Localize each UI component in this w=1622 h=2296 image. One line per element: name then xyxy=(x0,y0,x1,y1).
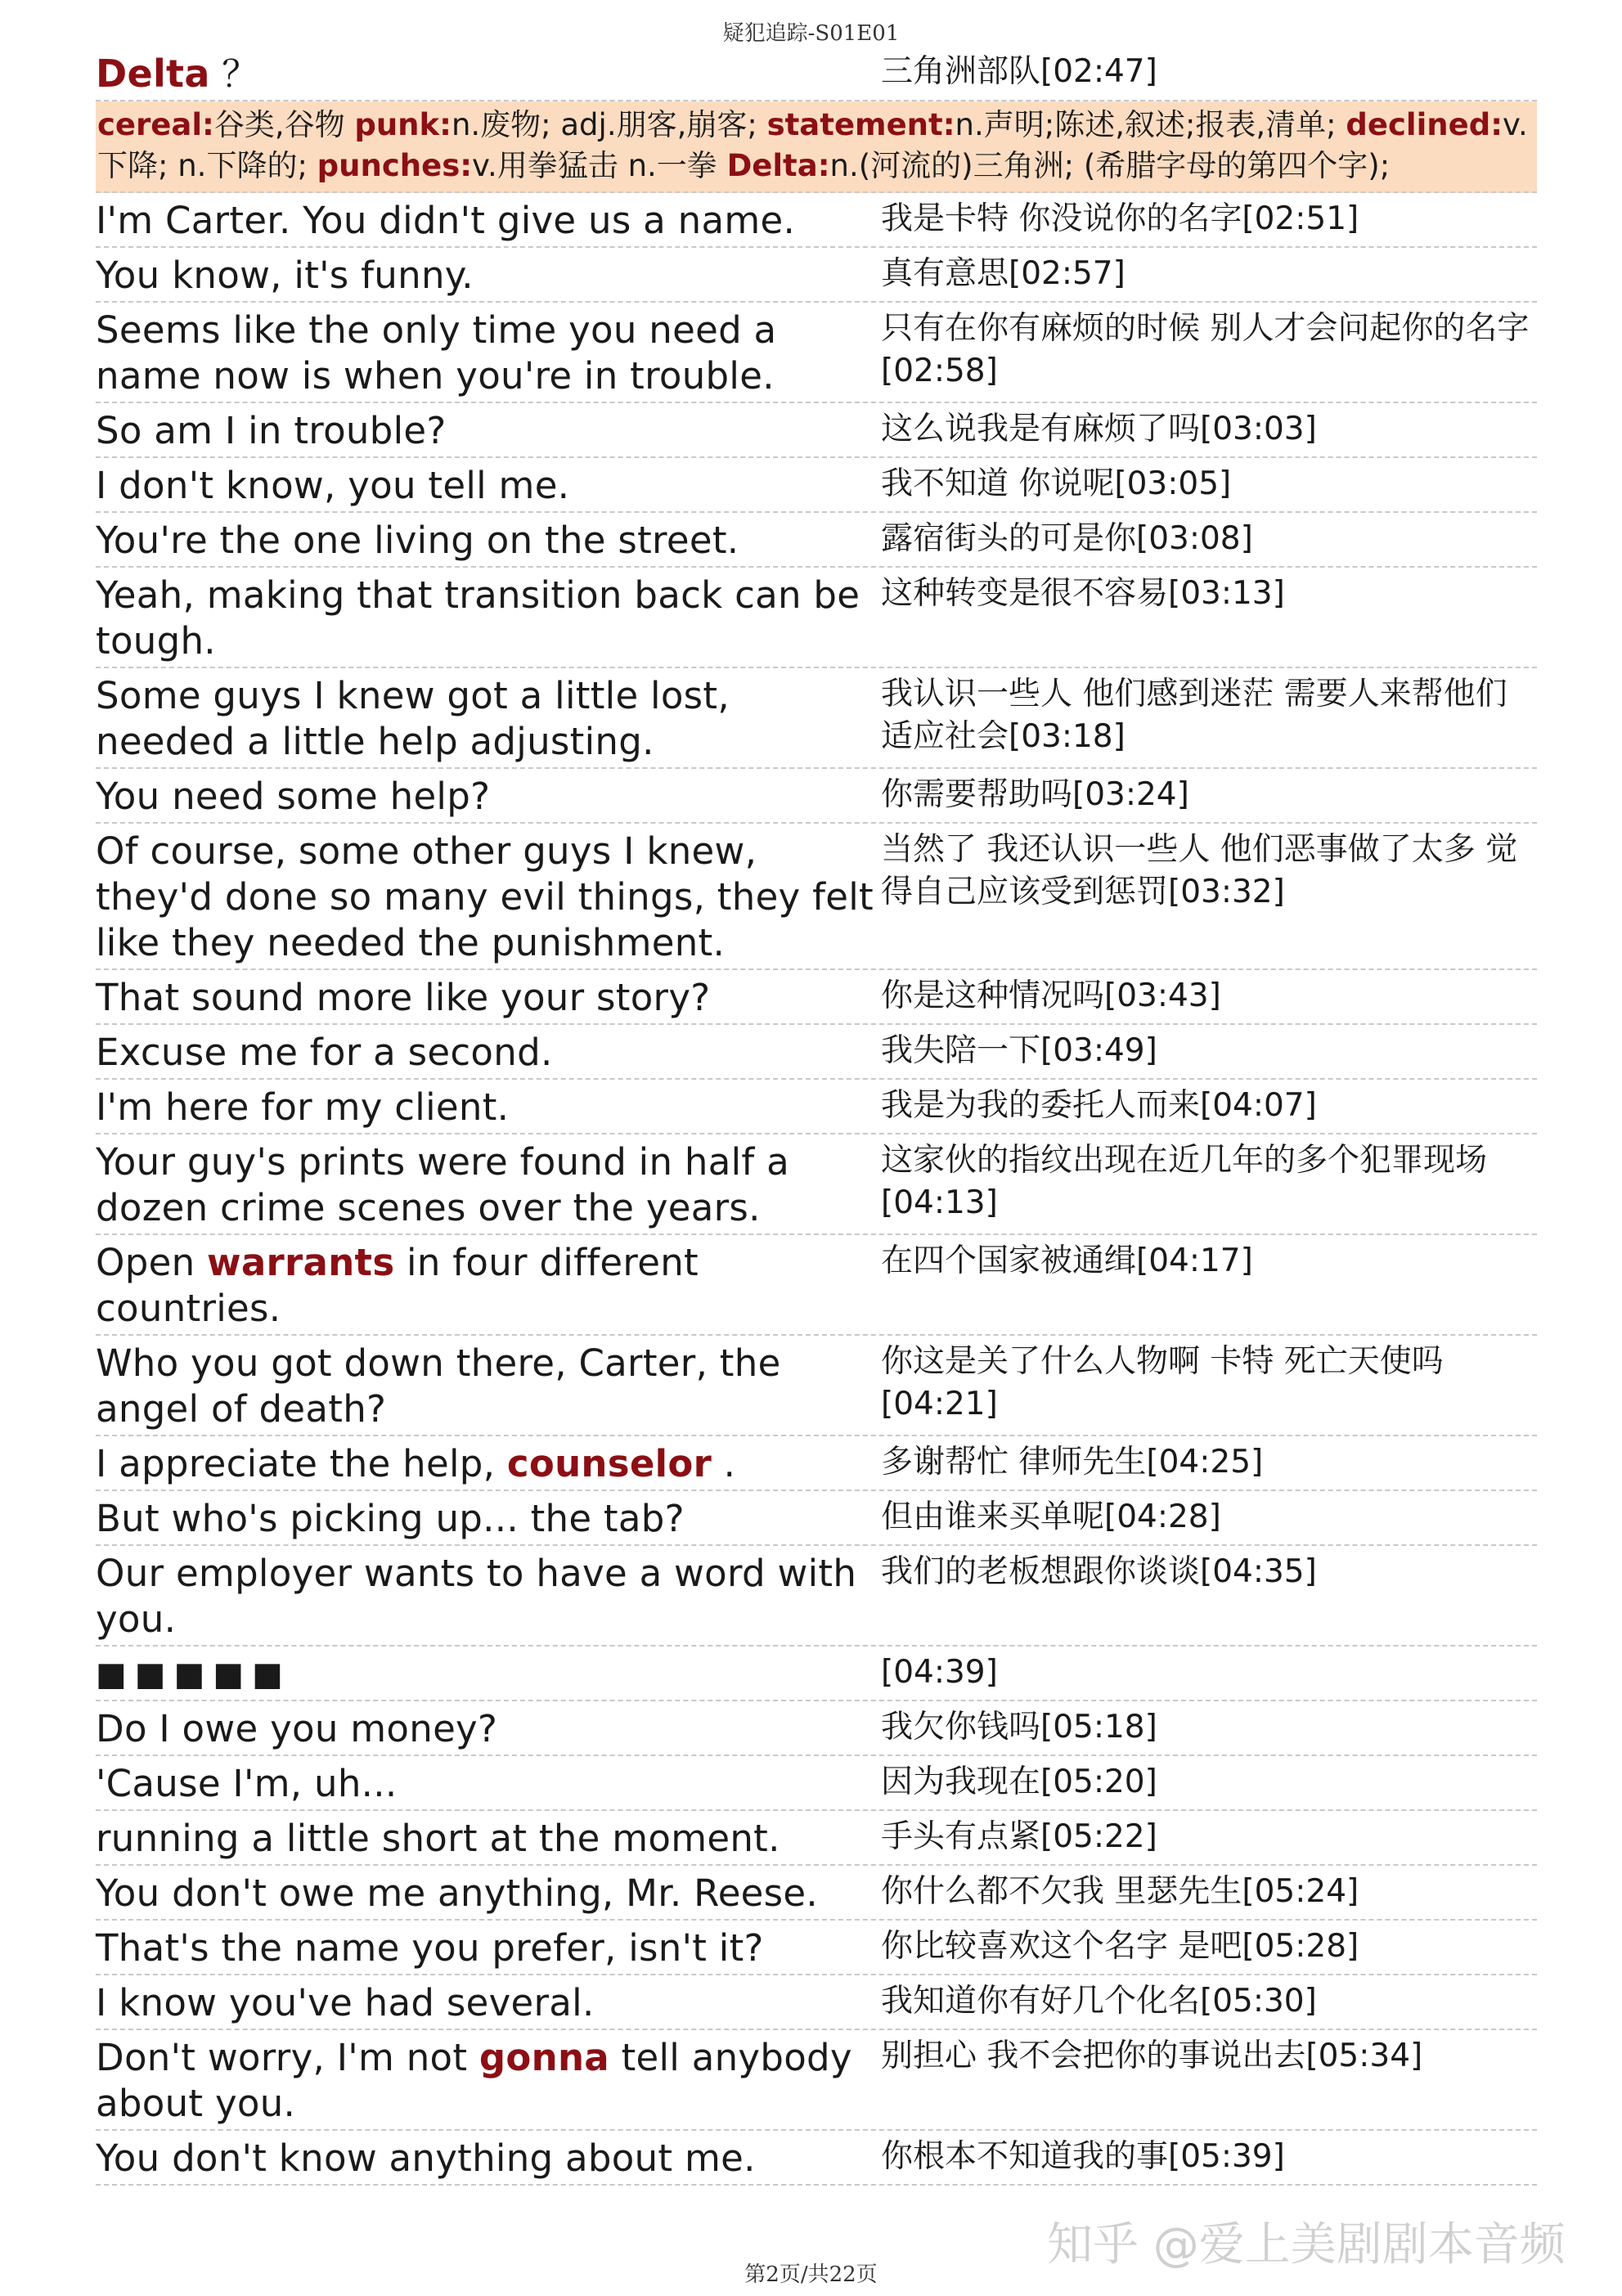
english-text: Don't worry, I'm not xyxy=(96,2036,479,2079)
chinese-line: 你需要帮助吗[03:24] xyxy=(881,776,1189,813)
table-row xyxy=(96,1546,1537,1647)
vocab-word: punk: xyxy=(354,107,452,142)
english-line: ■■■■■ xyxy=(96,1656,291,1693)
english-line: I'm here for my client. xyxy=(96,1085,510,1129)
vocab-word: Delta: xyxy=(726,148,830,183)
english-text: . xyxy=(712,1442,736,1485)
table-row xyxy=(96,513,1537,568)
english-line: You know, it's funny. xyxy=(96,254,474,297)
vocab-definition: n.声明;陈述,叙述;报表,清单; xyxy=(955,107,1346,142)
english-line: You don't know anything about me. xyxy=(96,2136,756,2180)
table-row xyxy=(96,1436,1537,1491)
chinese-line: 只有在你有麻烦的时候 别人才会问起你的名字[02:58] xyxy=(881,310,1530,389)
chinese-line: 我是为我的委托人而来[04:07] xyxy=(881,1087,1317,1124)
watermark: 知乎 @爱上美剧剧本音频 xyxy=(1047,2218,1566,2271)
table-row xyxy=(96,1080,1537,1135)
table-row xyxy=(96,668,1537,769)
chinese-line: 我认识一些人 他们感到迷茫 需要人来帮他们适应社会[03:18] xyxy=(881,676,1507,755)
table-row xyxy=(96,2131,1537,2186)
chinese-line: 多谢帮忙 律师先生[04:25] xyxy=(881,1444,1264,1480)
english-text: Open xyxy=(96,1241,207,1284)
vocab-word: cereal: xyxy=(97,107,214,142)
english-line: Yeah, making that transition back can be tough. xyxy=(96,573,860,663)
chinese-line: 这么说我是有麻烦了吗[03:03] xyxy=(881,411,1317,447)
english-line: Some guys I knew got a little lost, needed a little help adjusting. xyxy=(96,674,730,763)
chinese-line: 但由谁来买单呢[04:28] xyxy=(881,1498,1221,1535)
vocab-definition: 谷类,谷物 xyxy=(213,107,355,142)
english-line: I don't know, you tell me. xyxy=(96,464,570,507)
vocab-definition: n.废物; adj.朋客,崩客; xyxy=(451,107,767,142)
vocab-word: declined: xyxy=(1346,107,1503,142)
english-line: That's the name you prefer, isn't it? xyxy=(96,1926,764,1970)
table-row xyxy=(96,1921,1537,1975)
english-line: You need some help? xyxy=(96,775,491,818)
chinese-line: 你是这种情况吗[03:43] xyxy=(881,977,1221,1014)
table-row xyxy=(96,970,1537,1025)
chinese-line: 你比较喜欢这个名字 是吧[05:28] xyxy=(881,1928,1359,1965)
english-line xyxy=(96,1235,881,1334)
chinese-line: 我知道你有好几个化名[05:30] xyxy=(881,1983,1317,2020)
english-text: in four different countries. xyxy=(96,1241,699,1330)
english-line: But who's picking up... the tab? xyxy=(96,1497,685,1540)
page-footer: 第2页/共22页 xyxy=(744,2262,878,2287)
english-line: That sound more like your story? xyxy=(96,976,711,1019)
table-row xyxy=(96,1756,1537,1811)
table-row xyxy=(96,303,1537,403)
table-row xyxy=(96,824,1537,970)
chinese-line: 我欠你钱吗[05:18] xyxy=(881,1709,1157,1746)
keyword: Delta xyxy=(96,52,210,96)
english-line: You're the one living on the street. xyxy=(96,519,739,562)
table-row xyxy=(96,1491,1537,1546)
chinese-line: [04:39] xyxy=(881,1654,998,1691)
table-row xyxy=(96,2030,1537,2131)
english-line: 'Cause I'm, uh... xyxy=(96,1762,398,1805)
english-line: Do I owe you money? xyxy=(96,1707,498,1750)
chinese-line: 我们的老板想跟你谈谈[04:35] xyxy=(881,1553,1317,1590)
chinese-line: 真有意思[02:57] xyxy=(881,255,1126,292)
page-header: 疑犯追踪-S01E01 xyxy=(722,21,900,46)
english-line xyxy=(96,1436,881,1489)
table-row xyxy=(96,193,1537,248)
vocab-definition: v.下降; n.下降的; xyxy=(97,107,1528,183)
english-line: running a little short at the moment. xyxy=(96,1817,780,1860)
chinese-line: 露宿街头的可是你[03:08] xyxy=(881,520,1253,557)
table-row xyxy=(96,46,1537,101)
keyword: gonna xyxy=(479,2036,609,2079)
vocab-definition: v.用拳猛击 n.一拳 xyxy=(472,148,727,183)
subtitle-lines xyxy=(96,193,1537,2186)
chinese-line: 你这是关了什么人物啊 卡特 死亡天使吗[04:21] xyxy=(881,1343,1444,1422)
english-line: Your guy's prints were found in half a dozen crime scenes over the years. xyxy=(96,1140,790,1229)
keyword: warrants xyxy=(207,1241,395,1284)
english-line: I know you've had several. xyxy=(96,1981,595,2024)
table-row xyxy=(96,1135,1537,1235)
table-row xyxy=(96,1975,1537,2030)
english-text: I appreciate the help, xyxy=(96,1442,507,1485)
table-row xyxy=(96,568,1537,668)
chinese-line: 你什么都不欠我 里瑟先生[05:24] xyxy=(881,1873,1359,1910)
table-row xyxy=(96,1811,1537,1866)
english-line: You don't owe me anything, Mr. Reese. xyxy=(96,1871,818,1915)
chinese-line: 你根本不知道我的事[05:39] xyxy=(881,2138,1285,2175)
vocab-word: statement: xyxy=(766,107,955,142)
vocab-definition: n.(河流的)三角洲; (希腊字母的第四个字); xyxy=(829,148,1391,183)
chinese-line: 因为我现在[05:20] xyxy=(881,1764,1157,1800)
table-row xyxy=(96,458,1537,513)
table-row xyxy=(96,1235,1537,1336)
english-line: Excuse me for a second. xyxy=(96,1031,553,1074)
english-line: Seems like the only time you need a name now is when you're in trouble. xyxy=(96,308,777,398)
chinese-line: 我失陪一下[03:49] xyxy=(881,1032,1157,1069)
table-row xyxy=(96,1647,1537,1701)
english-text: tell anybody about you. xyxy=(96,2036,852,2125)
chinese-line: 我不知道 你说呢[03:05] xyxy=(881,465,1232,502)
table-row xyxy=(96,248,1537,303)
table-row xyxy=(96,1025,1537,1080)
chinese-line: 别担心 我不会把你的事说出去[05:34] xyxy=(881,2038,1423,2074)
english-line xyxy=(96,46,881,100)
english-text: ？ xyxy=(222,52,259,96)
chinese-line: 这家伙的指纹出现在近几年的多个犯罪现场[04:13] xyxy=(881,1142,1488,1221)
subtitle-table xyxy=(96,46,1537,2186)
chinese-line: 三角洲部队[02:47] xyxy=(881,53,1157,90)
english-line: Who you got down there, Carter, the angel of death? xyxy=(96,1341,781,1431)
table-row xyxy=(96,769,1537,824)
table-row xyxy=(96,1866,1537,1921)
english-line: Of course, some other guys I knew, they'd done so many evil things, they felt like they needed the punishment. xyxy=(96,829,874,964)
english-line: So am I in trouble? xyxy=(96,409,447,452)
chinese-line: 当然了 我还认识一些人 他们恶事做了太多 觉得自己应该受到惩罚[03:32] xyxy=(881,831,1518,910)
english-line xyxy=(96,2030,881,2129)
chinese-line: 手头有点紧[05:22] xyxy=(881,1818,1157,1855)
english-line: Our employer wants to have a word with you. xyxy=(96,1552,857,1641)
vocabulary-box xyxy=(96,101,1537,193)
english-line: I'm Carter. You didn't give us a name. xyxy=(96,199,796,242)
table-row xyxy=(96,1701,1537,1756)
chinese-line: 这种转变是很不容易[03:13] xyxy=(881,575,1285,612)
vocab-word: punches: xyxy=(317,148,473,183)
table-row xyxy=(96,403,1537,458)
chinese-line: 在四个国家被通缉[04:17] xyxy=(881,1242,1253,1279)
chinese-line: 我是卡特 你没说你的名字[02:51] xyxy=(881,200,1359,237)
table-row xyxy=(96,1336,1537,1436)
keyword: counselor xyxy=(506,1442,712,1485)
